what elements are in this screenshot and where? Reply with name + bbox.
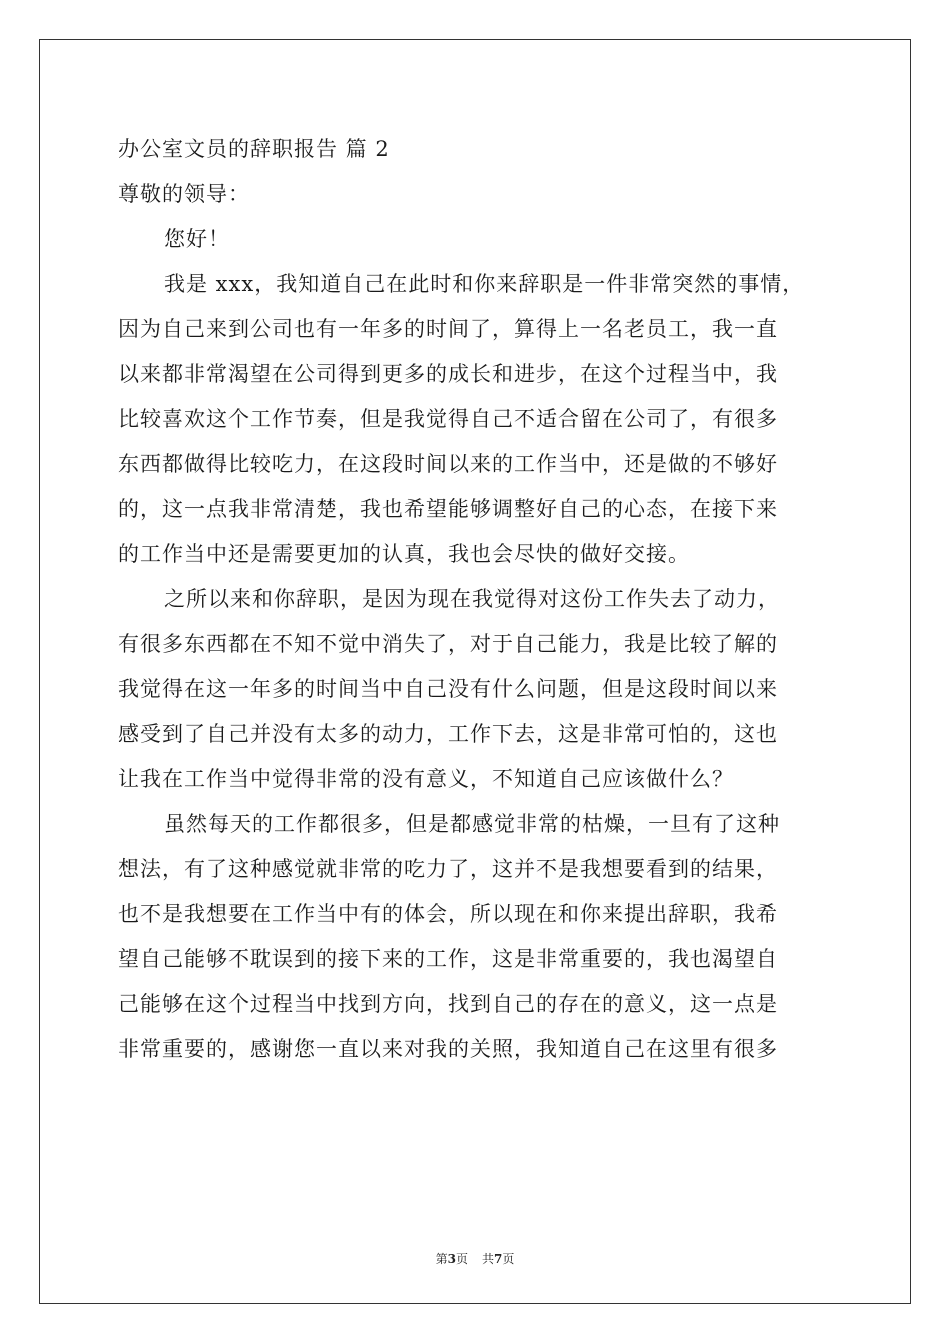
page-total: 7 — [494, 1252, 503, 1266]
page-suffix: 页 — [455, 1252, 468, 1266]
paragraph-line: 东西都做得比较吃力，在这段时间以来的工作当中，还是做的不够好 — [118, 452, 778, 476]
page-current: 3 — [447, 1252, 456, 1266]
document-body — [118, 131, 838, 1076]
paragraph-line: 望自己能够不耽误到的接下来的工作，这是非常重要的，我也渴望自 — [118, 947, 778, 971]
paragraph-line: 有很多东西都在不知不觉中消失了，对于自己能力，我是比较了解的 — [118, 632, 778, 656]
paragraph-line: 非常重要的，感谢您一直以来对我的关照，我知道自己在这里有很多 — [118, 1037, 778, 1061]
paragraph-line: 虽然每天的工作都很多，但是都感觉非常的枯燥，一旦有了这种 — [164, 812, 780, 836]
paragraph-line: 让我在工作当中觉得非常的没有意义，不知道自己应该做什么？ — [118, 767, 734, 791]
paragraph-line: 的，这一点我非常清楚，我也希望能够调整好自己的心态，在接下来 — [118, 497, 778, 521]
paragraph-line: 比较喜欢这个工作节奏，但是我觉得自己不适合留在公司了，有很多 — [118, 407, 778, 431]
paragraph-line: 己能够在这个过程当中找到方向，找到自己的存在的意义，这一点是 — [118, 992, 778, 1016]
paragraph-line: 我觉得在这一年多的时间当中自己没有什么问题，但是这段时间以来 — [118, 677, 778, 701]
paragraph-line: 我是 xxx，我知道自己在此时和你来辞职是一件非常突然的事情， — [164, 272, 805, 296]
paragraph-line: 的工作当中还是需要更加的认真，我也会尽快的做好交接。 — [118, 542, 690, 566]
paragraph-line: 也不是我想要在工作当中有的体会，所以现在和你来提出辞职，我希 — [118, 902, 778, 926]
greeting: 您好！ — [164, 227, 230, 251]
paragraph-line: 因为自己来到公司也有一年多的时间了，算得上一名老员工，我一直 — [118, 317, 778, 341]
document-title: 办公室文员的辞职报告 篇 2 — [118, 137, 390, 161]
page-prefix: 第 — [435, 1252, 448, 1266]
paragraph-line: 之所以来和你辞职，是因为现在我觉得对这份工作失去了动力， — [164, 587, 780, 611]
total-suffix: 页 — [502, 1252, 515, 1266]
total-prefix: 共 — [482, 1252, 495, 1266]
paragraph-line: 感受到了自己并没有太多的动力，工作下去，这是非常可怕的，这也 — [118, 722, 778, 746]
salutation: 尊敬的领导： — [118, 182, 250, 206]
page-footer — [0, 1250, 950, 1267]
paragraph-line: 以来都非常渴望在公司得到更多的成长和进步，在这个过程当中，我 — [118, 362, 778, 386]
paragraph-line: 想法，有了这种感觉就非常的吃力了，这并不是我想要看到的结果， — [118, 857, 778, 881]
